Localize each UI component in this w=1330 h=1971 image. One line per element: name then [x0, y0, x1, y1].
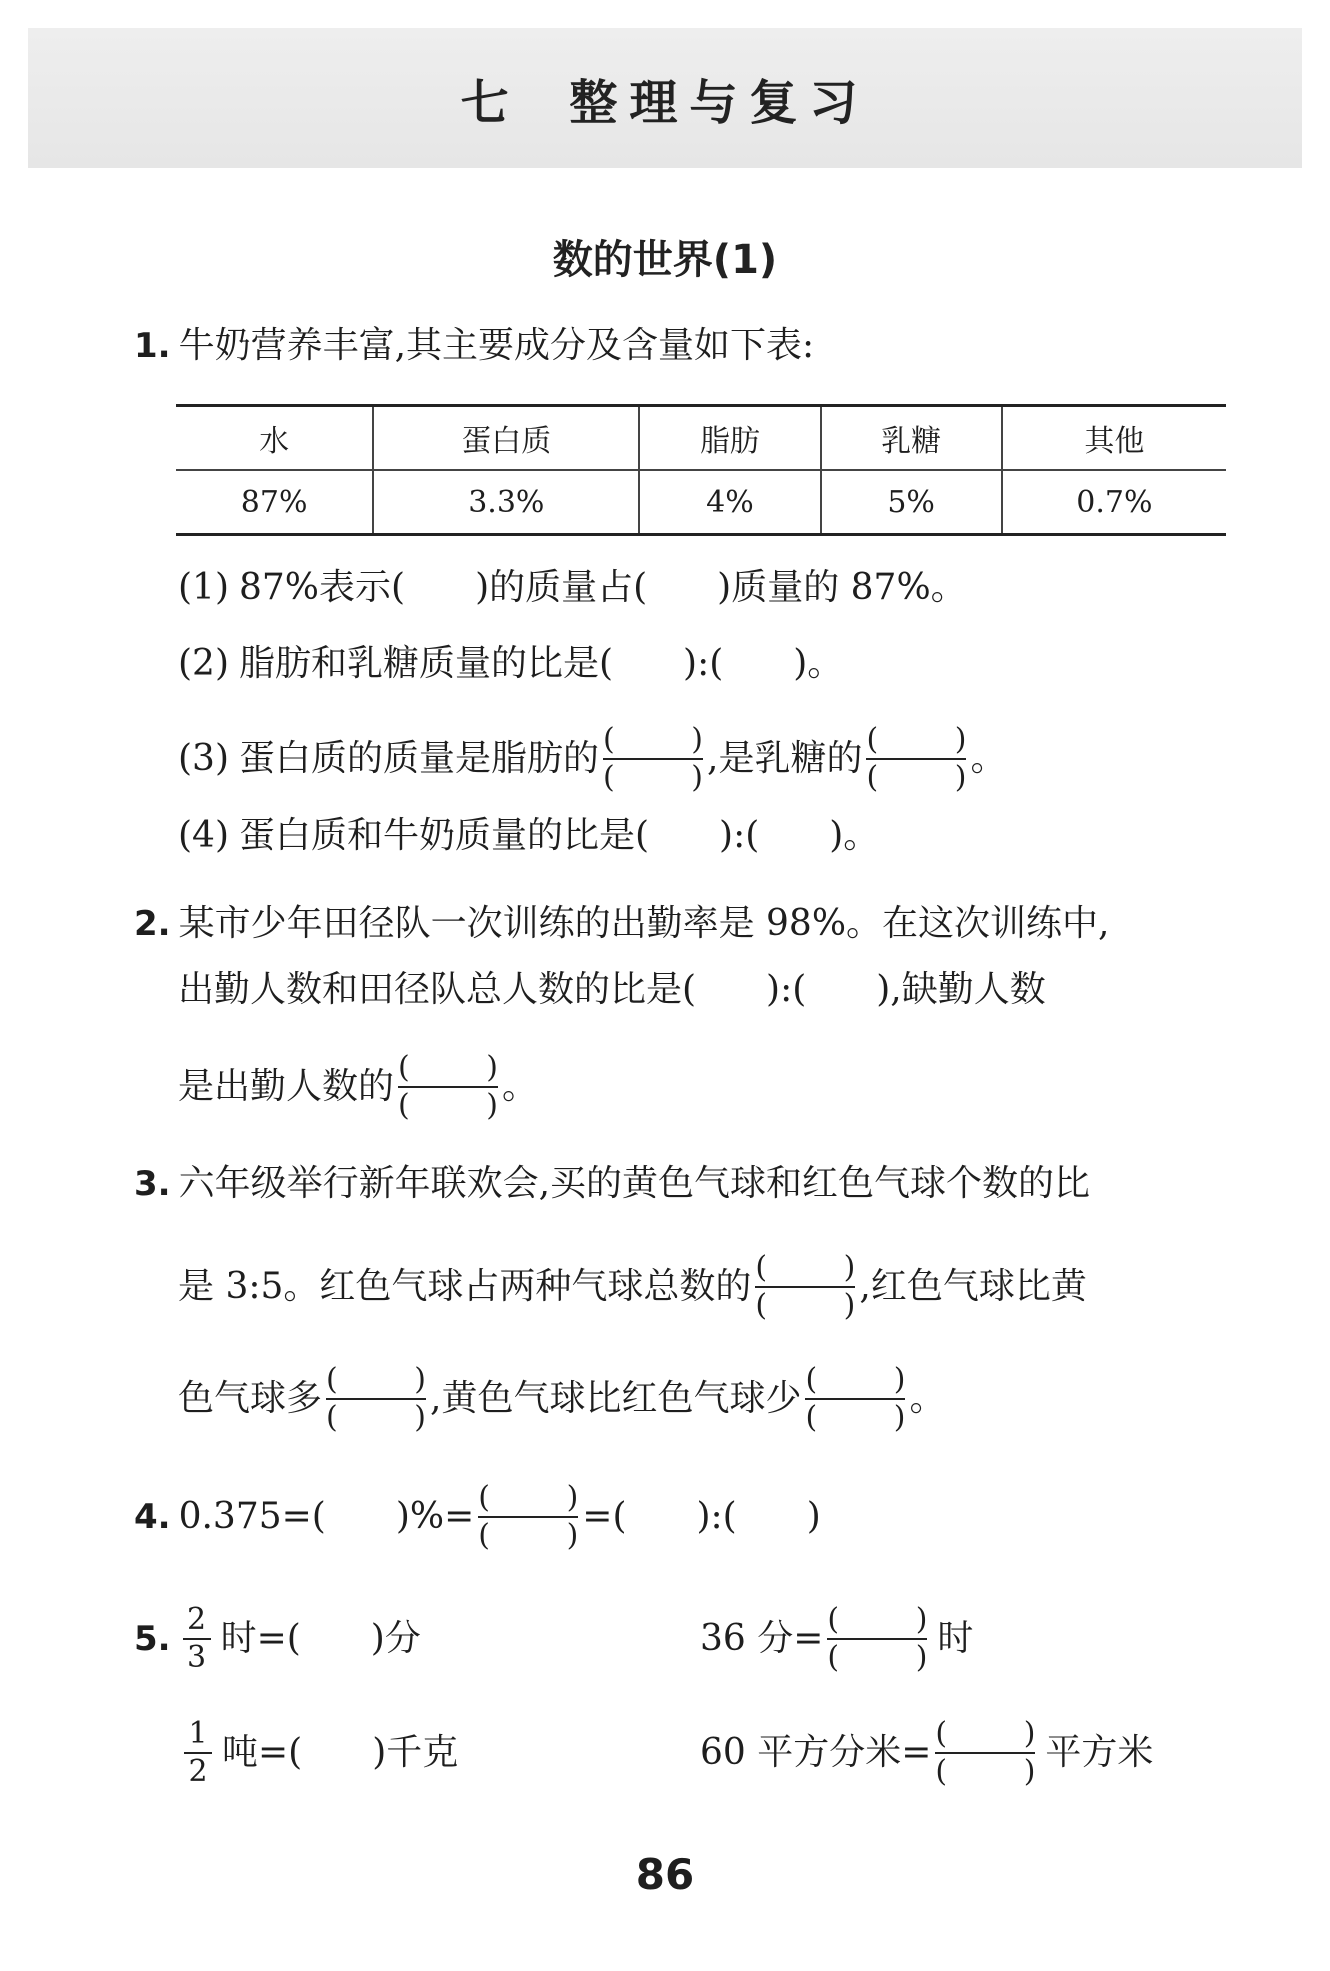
q2-text: 出勤人数和田径队总人数的比是( — [178, 969, 697, 1010]
fraction-blank[interactable]: ( ) ( ) — [827, 1602, 928, 1675]
table-header-row — [176, 406, 1226, 471]
q5-text: )千克 — [372, 1732, 459, 1773]
table-header-cell: 乳糖 — [821, 406, 1002, 471]
q5-row2-right — [700, 1716, 1153, 1790]
q2-number: 2. — [134, 904, 171, 944]
table-cell: 5% — [821, 470, 1002, 535]
q1-sub3 — [178, 722, 1006, 796]
sub-text: )。 — [829, 815, 880, 856]
q5-text: )分 — [370, 1618, 421, 1659]
q3-text: 六年级举行新年联欢会,买的黄色气球和红色气球个数的比 — [178, 1163, 1091, 1204]
q2-text: ):( — [766, 969, 807, 1010]
q3-line3 — [178, 1362, 945, 1436]
q3-text: ,红色气球比黄 — [859, 1266, 1087, 1307]
q5-number: 5. — [134, 1619, 171, 1659]
table-cell: 0.7% — [1002, 470, 1226, 535]
sub-label: (2) — [178, 643, 229, 684]
q5-text: 60 平方分米= — [700, 1732, 932, 1773]
q3-text: ,黄色气球比红色气球少 — [430, 1378, 802, 1419]
fraction-blank[interactable]: ( ) ( ) — [603, 722, 704, 795]
q2-line3 — [178, 1050, 538, 1124]
q1-intro-line — [134, 322, 814, 370]
q4-text: ):( — [696, 1496, 737, 1537]
q1-sub1 — [178, 564, 967, 612]
fraction-blank[interactable]: ( ) ( ) — [478, 1480, 579, 1553]
q5-text: 平方米 — [1045, 1732, 1154, 1773]
fraction-blank[interactable]: ( ) ( ) — [866, 722, 967, 795]
sub-text: 蛋白质的质量是脂肪的 — [239, 738, 600, 779]
nutrition-table — [176, 404, 1226, 536]
q2-text: ),缺勤人数 — [876, 969, 1046, 1010]
q4-text: 0.375=( — [178, 1496, 326, 1537]
fraction-blank[interactable]: ( ) ( ) — [326, 1362, 427, 1435]
page-number: 86 — [635, 1850, 695, 1899]
sub-text: ):( — [719, 815, 760, 856]
sub-text: 蛋白质和牛奶质量的比是( — [239, 815, 650, 856]
q4-text: =( — [582, 1496, 627, 1537]
q5-text: 时=( — [220, 1618, 301, 1659]
q3-text: 。 — [909, 1378, 946, 1419]
q3-line1 — [134, 1160, 1090, 1208]
sub-text: )质量的 87%。 — [717, 567, 967, 608]
q2-text: 是出勤人数的 — [178, 1066, 395, 1107]
fraction-blank[interactable]: ( ) ( ) — [755, 1250, 856, 1323]
q5-text: 时 — [937, 1618, 974, 1659]
given-fraction: $\frac{1}{2}$ — [184, 1716, 212, 1790]
table-cell: 4% — [639, 470, 820, 535]
sub-text: 87%表示( — [239, 567, 406, 608]
q3-text: 是 3:5。红色气球占两种气球总数的 — [178, 1266, 752, 1307]
given-fraction: $\frac{2}{3}$ — [183, 1602, 211, 1676]
q3-line2 — [178, 1250, 1087, 1324]
fraction-blank[interactable]: ( ) ( ) — [935, 1716, 1036, 1789]
sub-label: (1) — [178, 567, 229, 608]
table-header-cell: 其他 — [1002, 406, 1226, 471]
q5-row2-left — [180, 1716, 458, 1790]
sub-label: (4) — [178, 815, 229, 856]
table-row — [176, 470, 1226, 535]
q1-sub2 — [178, 640, 843, 688]
q5-row1-left — [134, 1602, 421, 1676]
q3-number: 3. — [134, 1164, 171, 1204]
q1-intro: 牛奶营养丰富,其主要成分及含量如下表: — [178, 325, 815, 366]
q2-line1 — [134, 900, 1109, 948]
table-header-cell: 水 — [176, 406, 373, 471]
q2-line2 — [178, 966, 1046, 1014]
q5-row1-right — [700, 1602, 973, 1676]
sub-text: )的质量占( — [475, 567, 648, 608]
q4-text: )%= — [395, 1496, 475, 1537]
q5-text: 吨=( — [222, 1732, 303, 1773]
fraction-blank[interactable]: ( ) ( ) — [805, 1362, 906, 1435]
sub-text: ):( — [683, 643, 724, 684]
table-header-cell: 脂肪 — [639, 406, 820, 471]
q2-text: 某市少年田径队一次训练的出勤率是 98%。在这次训练中, — [178, 903, 1110, 944]
sub-text: )。 — [793, 643, 844, 684]
q5-text: 36 分= — [700, 1618, 824, 1659]
q1-sub4 — [178, 812, 879, 860]
section-title: 数的世界(1) — [552, 237, 778, 283]
table-header-cell: 蛋白质 — [373, 406, 639, 471]
table-cell: 87% — [240, 484, 308, 520]
table-cell: 3.3% — [373, 470, 639, 535]
sub-text: 脂肪和乳糖质量的比是( — [239, 643, 614, 684]
sub-text: 。 — [970, 738, 1007, 779]
chapter-title: 七 整理与复习 — [460, 74, 870, 131]
fraction-blank[interactable]: ( ) ( ) — [398, 1050, 499, 1123]
sub-text: ,是乳糖的 — [707, 738, 863, 779]
q1-number: 1. — [134, 326, 171, 366]
sub-label: (3) — [178, 738, 229, 779]
q4-text: ) — [806, 1496, 821, 1537]
q3-text: 色气球多 — [178, 1378, 323, 1419]
q4-number: 4. — [134, 1497, 171, 1537]
q2-text: 。 — [502, 1066, 539, 1107]
q4-line — [134, 1480, 821, 1554]
chapter-banner — [28, 28, 1302, 168]
